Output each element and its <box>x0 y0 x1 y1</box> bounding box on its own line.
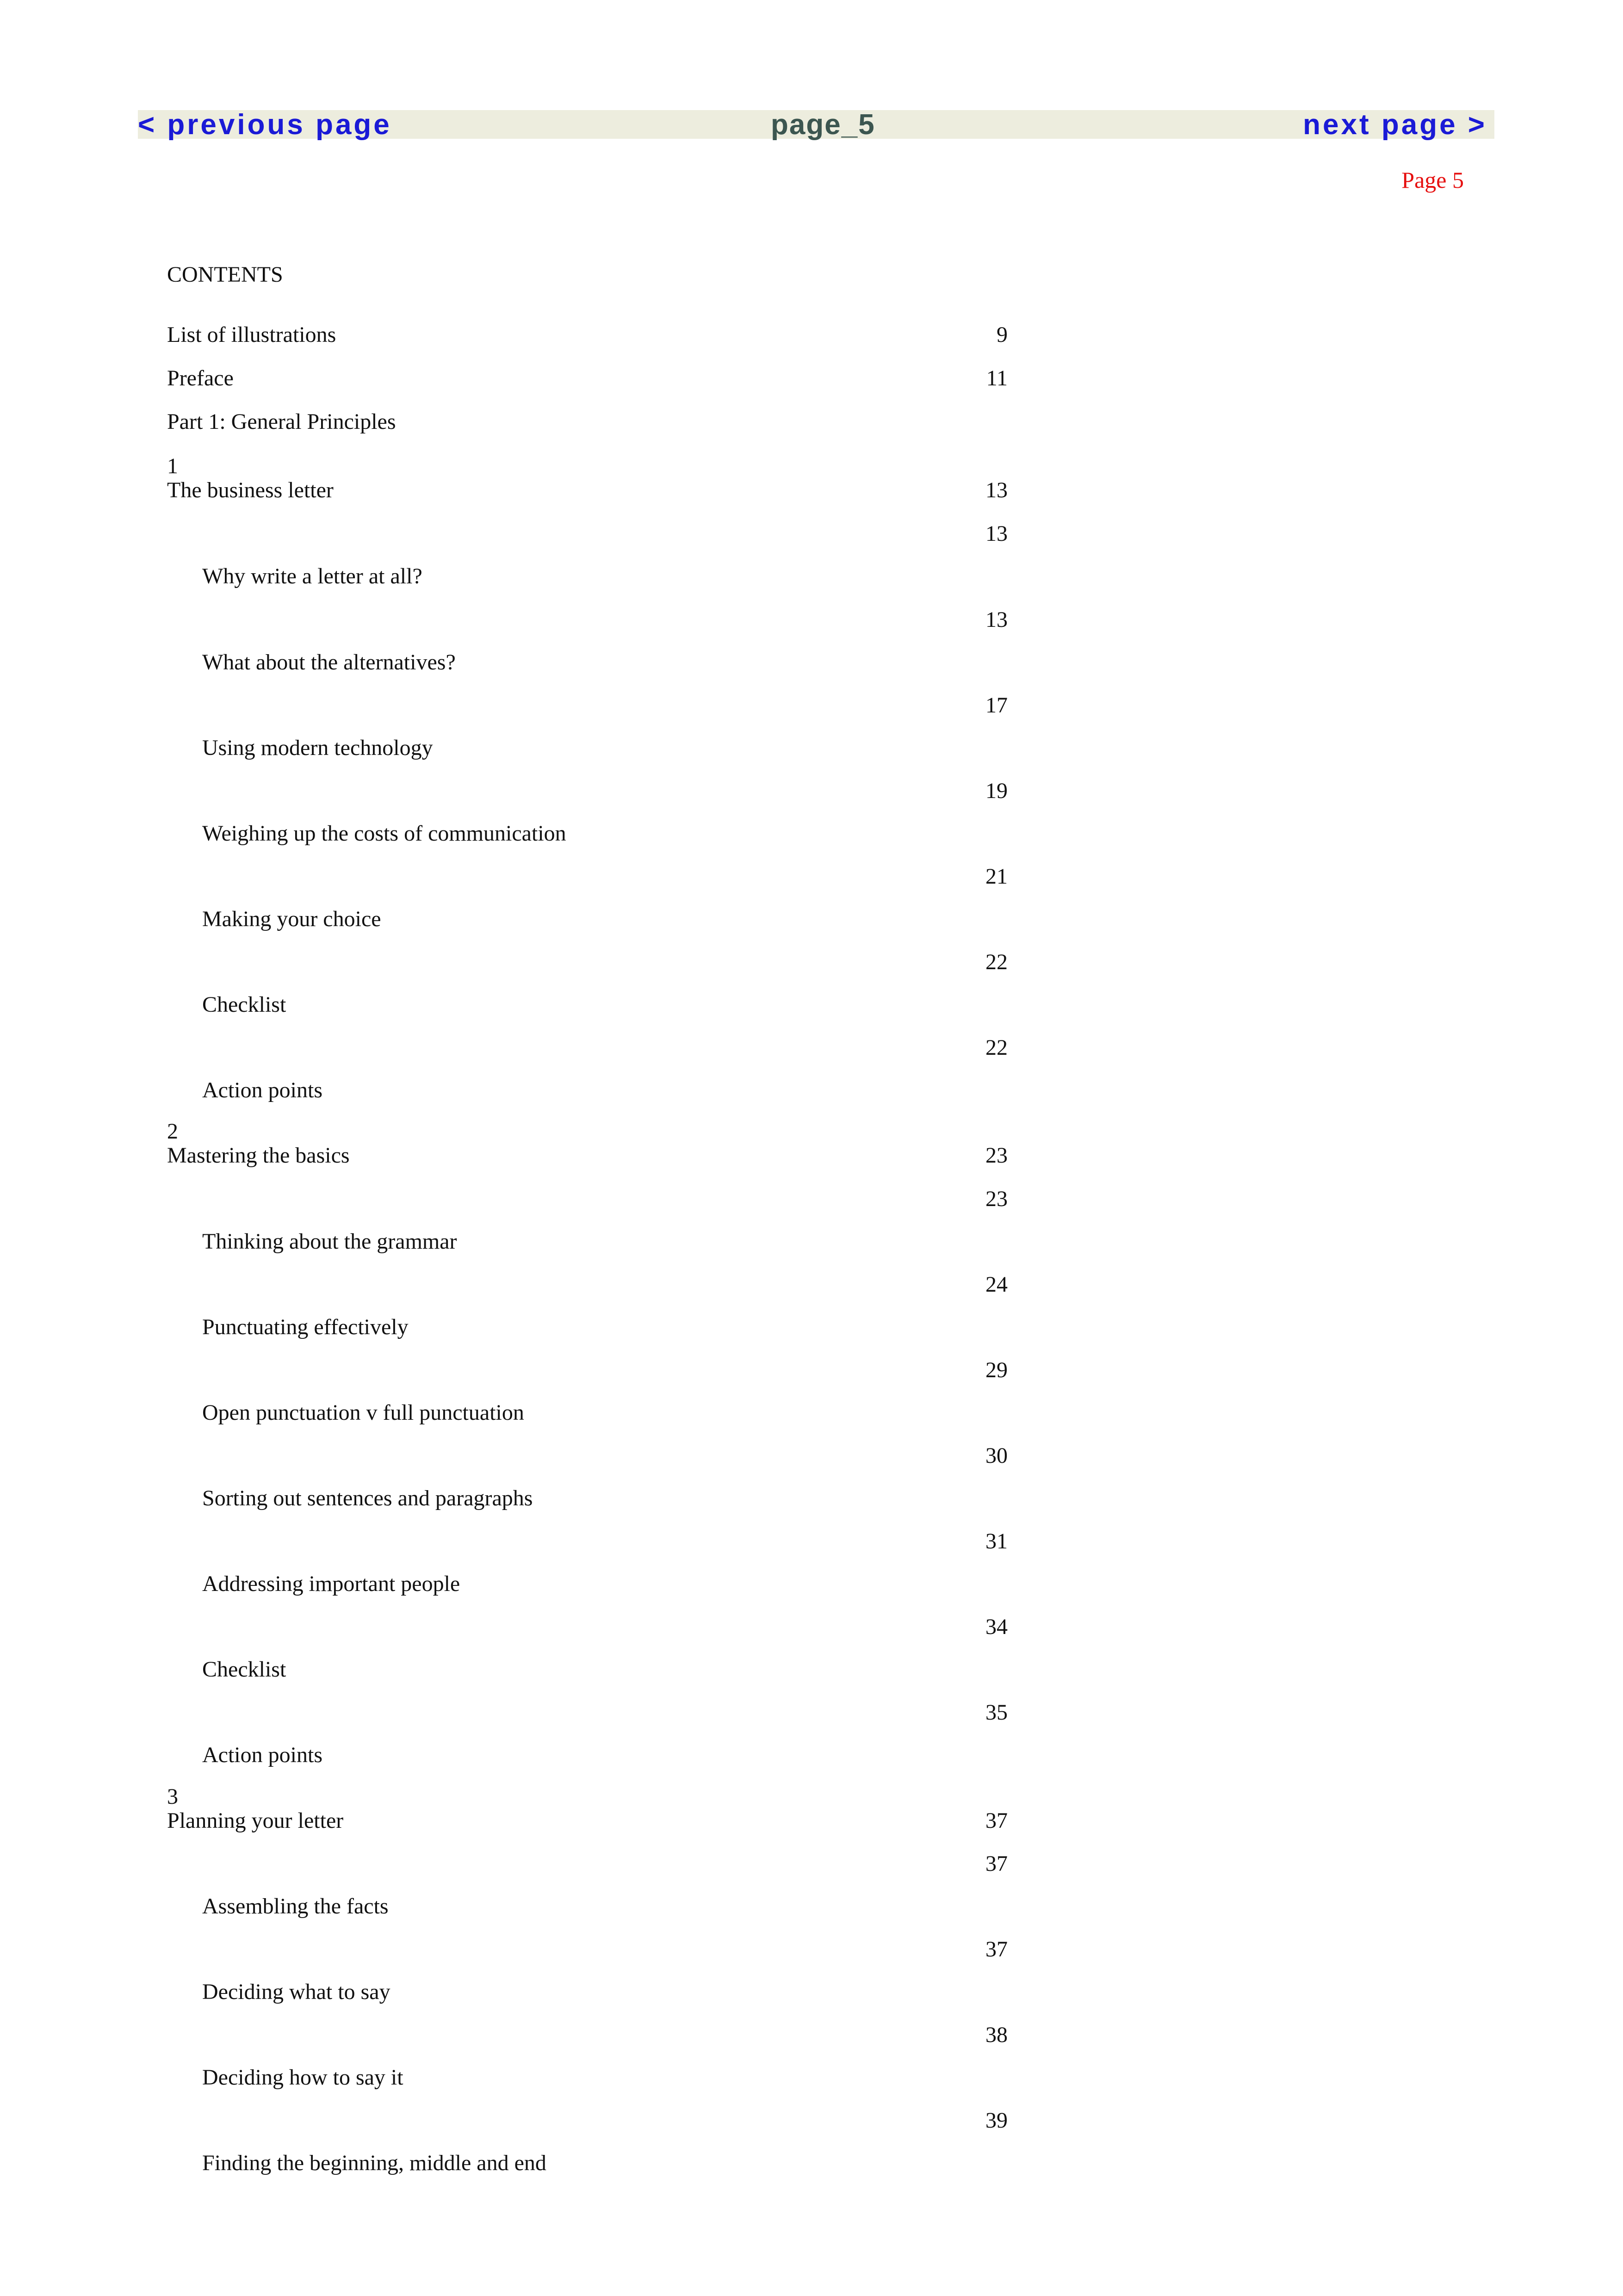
next-page-link[interactable]: next page > <box>1303 109 1487 141</box>
toc-page-number: 23 <box>985 1143 1008 1168</box>
toc-page-number: 39 <box>985 2108 1008 2133</box>
toc-page-number: 35 <box>985 1700 1008 1725</box>
toc-page-number: 37 <box>985 1851 1008 1876</box>
page-navigation-bar <box>138 110 1494 139</box>
toc-page-number: 11 <box>986 366 1008 390</box>
toc-page-number: 22 <box>985 950 1008 974</box>
toc-page-number: 22 <box>985 1035 1008 1060</box>
page-marker: Page 5 <box>1401 167 1464 193</box>
previous-page-link[interactable]: < previous page <box>138 109 392 141</box>
current-page-label: page_5 <box>771 109 875 141</box>
toc-section-title[interactable]: Action points <box>202 1078 322 1102</box>
toc-section-title[interactable]: Punctuating effectively <box>202 1315 409 1339</box>
toc-page-number: 13 <box>985 521 1008 546</box>
toc-page-number: 37 <box>985 1937 1008 1962</box>
toc-part-title: Part 1: General Principles <box>167 409 396 434</box>
toc-chapter-title[interactable]: The business letter <box>167 478 334 502</box>
chapter-number: 3 <box>167 1784 178 1809</box>
toc-section-title[interactable]: Making your choice <box>202 907 381 931</box>
toc-section-title[interactable]: Weighing up the costs of communication <box>202 821 566 846</box>
toc-page-number: 34 <box>985 1615 1008 1639</box>
toc-page-number: 23 <box>985 1187 1008 1211</box>
toc-section-title[interactable]: Checklist <box>202 1657 286 1682</box>
toc-section-title[interactable]: Deciding what to say <box>202 1980 390 2004</box>
toc-section-title[interactable]: Thinking about the grammar <box>202 1229 457 1254</box>
chapter-number: 1 <box>167 454 178 478</box>
toc-section-title[interactable]: Action points <box>202 1743 322 1767</box>
toc-page-number: 38 <box>985 2023 1008 2047</box>
toc-section-title[interactable]: Using modern technology <box>202 736 433 760</box>
toc-section-title[interactable]: Checklist <box>202 992 286 1017</box>
toc-section-title[interactable]: Why write a letter at all? <box>202 564 422 588</box>
toc-page-number: 29 <box>985 1358 1008 1382</box>
toc-page-number: 13 <box>985 607 1008 632</box>
toc-section-title[interactable]: What about the alternatives? <box>202 650 456 675</box>
toc-page-number: 37 <box>985 1808 1008 1833</box>
toc-page-number: 13 <box>985 478 1008 502</box>
contents-heading: CONTENTS <box>167 262 283 287</box>
toc-page-number: 19 <box>985 779 1008 803</box>
toc-section-title[interactable]: Finding the beginning, middle and end <box>202 2151 546 2175</box>
toc-section-title[interactable]: Assembling the facts <box>202 1894 389 1918</box>
toc-section-title[interactable]: Sorting out sentences and paragraphs <box>202 1486 533 1510</box>
toc-section-title[interactable]: Deciding how to say it <box>202 2065 403 2090</box>
toc-section-title[interactable]: Open punctuation v full punctuation <box>202 1400 524 1425</box>
toc-page-number: 30 <box>985 1443 1008 1468</box>
toc-page-number: 24 <box>985 1272 1008 1297</box>
toc-page-number: 31 <box>985 1529 1008 1553</box>
toc-entry-list-of-illustrations[interactable]: List of illustrations <box>167 322 336 347</box>
chapter-number: 2 <box>167 1119 178 1144</box>
toc-page-number: 9 <box>997 322 1008 347</box>
toc-page-number: 21 <box>985 864 1008 889</box>
toc-chapter-title[interactable]: Mastering the basics <box>167 1143 350 1168</box>
toc-entry-preface[interactable]: Preface <box>167 366 234 390</box>
toc-chapter-title[interactable]: Planning your letter <box>167 1808 344 1833</box>
toc-section-title[interactable]: Addressing important people <box>202 1572 460 1596</box>
toc-page-number: 17 <box>985 693 1008 718</box>
